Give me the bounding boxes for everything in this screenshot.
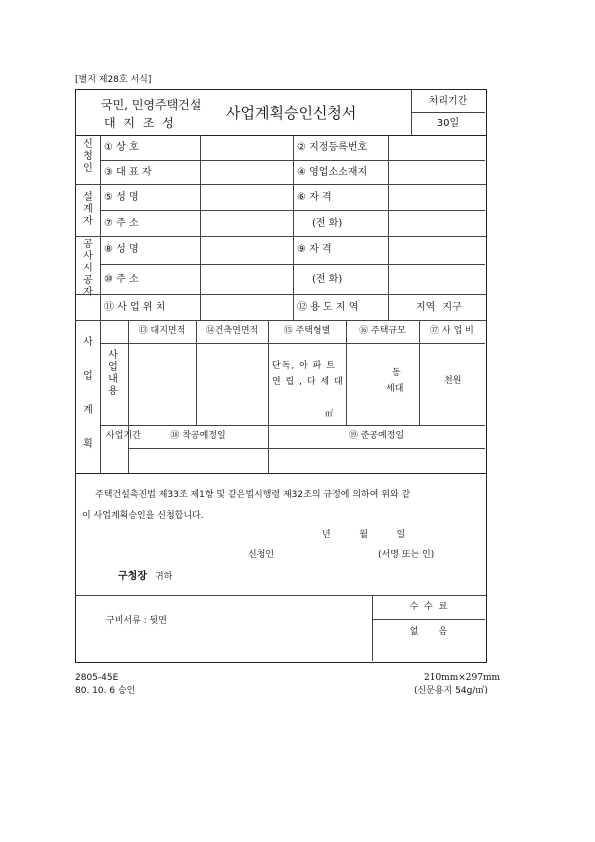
input-designer-name[interactable] (201, 185, 292, 209)
unit-dong: 동 (392, 368, 401, 378)
header-housing-scale: ⑯ 주택규모 (359, 326, 406, 336)
input-floor-area[interactable] (197, 344, 267, 424)
field-label-constructor-name: ⑧ 성 명 (104, 244, 139, 255)
input-office-address[interactable] (389, 161, 484, 183)
statement-line-2: 이 사업계획승인을 신청합니다. (82, 511, 204, 521)
header-site-area: ⑬ 대지면적 (138, 326, 186, 336)
label-project-content: 사업내용 (108, 350, 118, 397)
paper-size: 210mm×297mm (424, 673, 501, 683)
unit-households: 세대 (386, 384, 404, 394)
input-constructor-qualification[interactable] (389, 237, 484, 263)
application-date: 년 월 일 (322, 530, 406, 540)
input-housing-scale[interactable] (347, 344, 418, 424)
designer-phone-label: (전 화) (312, 218, 343, 229)
input-registration-no[interactable] (389, 136, 484, 159)
processing-period-label: 처리기간 (428, 96, 468, 107)
processing-period-value: 30일 (436, 118, 460, 129)
paper-spec: (신문용지 54g/㎡) (414, 686, 488, 696)
housing-type-line-2: 연 립 , 다 세 대 (272, 377, 344, 387)
field-label-designer-address: ⑦ 주 소 (104, 218, 139, 229)
input-project-location[interactable] (201, 295, 292, 319)
addressee-suffix: 귀하 (155, 572, 173, 582)
section-designer: 설계자 (83, 192, 93, 227)
input-representative[interactable] (201, 161, 292, 183)
form-code: 2805-45E (75, 673, 119, 683)
addressee: 구청장 (118, 571, 147, 582)
applicant-label: 신청인 (248, 550, 275, 560)
header-housing-type: ⑮ 주택형별 (283, 326, 331, 336)
input-designer-phone[interactable] (389, 211, 484, 235)
field-label-designer-name: ⑤ 성 명 (104, 192, 139, 203)
header-completion-date: ⑲ 준공예정일 (348, 431, 405, 441)
field-label-constructor-qualification: ⑨ 자 격 (297, 244, 332, 255)
field-label-constructor-address: ⑩ 주 소 (104, 274, 139, 285)
header-project-cost: ⑰ 사 업 비 (430, 326, 474, 336)
statement-line-1: 주택건설촉진법 제33조 제1항 및 같은법시행령 제32조의 규정에 의하여 위와 같 (95, 490, 411, 500)
approval-date: 80. 10. 6 승인 (75, 686, 136, 696)
form-title: 사업계획승인신청서 (226, 104, 357, 122)
input-trade-name[interactable] (201, 136, 292, 159)
input-completion-date[interactable] (269, 449, 484, 472)
input-applicant-signature[interactable] (290, 546, 366, 562)
input-project-cost[interactable] (420, 344, 484, 424)
title-line-2: 대 지 조 성 (104, 116, 176, 130)
input-constructor-address[interactable] (201, 265, 292, 293)
header-floor-area: ⑭건축연면적 (205, 326, 259, 336)
signature-note: (서명 또는 인) (378, 550, 435, 560)
field-label-trade-name: ① 상 호 (104, 142, 139, 153)
field-label-zoning: ⑫ 용 도 지 역 (297, 302, 359, 313)
input-designer-qualification[interactable] (389, 185, 484, 209)
zoning-value: 지역 지구 (416, 302, 462, 313)
section-constructor: 공사시공자 (83, 239, 93, 298)
constructor-phone-label: (전 화) (312, 274, 343, 285)
unit-cost: 천원 (444, 376, 462, 386)
form-reference: [별지 제28호 서식] (75, 75, 152, 85)
area-unit: ㎡ (325, 409, 333, 418)
field-label-representative: ③ 대 표 자 (104, 167, 152, 178)
label-period-line-1: 사업기간 (106, 431, 141, 441)
input-constructor-phone[interactable] (389, 265, 484, 293)
field-label-project-location: ⑪ 사 업 위 치 (104, 302, 166, 313)
input-designer-address[interactable] (201, 211, 292, 235)
input-site-area[interactable] (129, 344, 195, 424)
fee-label: 수 수 료 (409, 602, 448, 612)
section-applicant: 신청인 (83, 139, 93, 174)
input-constructor-name[interactable] (201, 237, 292, 263)
input-start-date[interactable] (129, 449, 267, 472)
section-plan: 사업계획 (83, 337, 93, 450)
field-label-office-address: ④ 영업소소재지 (297, 167, 368, 178)
header-start-date: ⑱ 착공예정일 (170, 431, 226, 441)
fee-value: 없 음 (409, 627, 448, 637)
required-documents: 구비서류 : 뒷면 (106, 616, 167, 626)
field-label-registration-no: ② 지정등록번호 (297, 142, 368, 153)
title-line-1: 국민, 민영주택건설 (101, 98, 202, 112)
housing-type-line-1: 단독, 아 파 트 (272, 361, 336, 371)
field-label-designer-qualification: ⑥ 자 격 (297, 192, 332, 203)
